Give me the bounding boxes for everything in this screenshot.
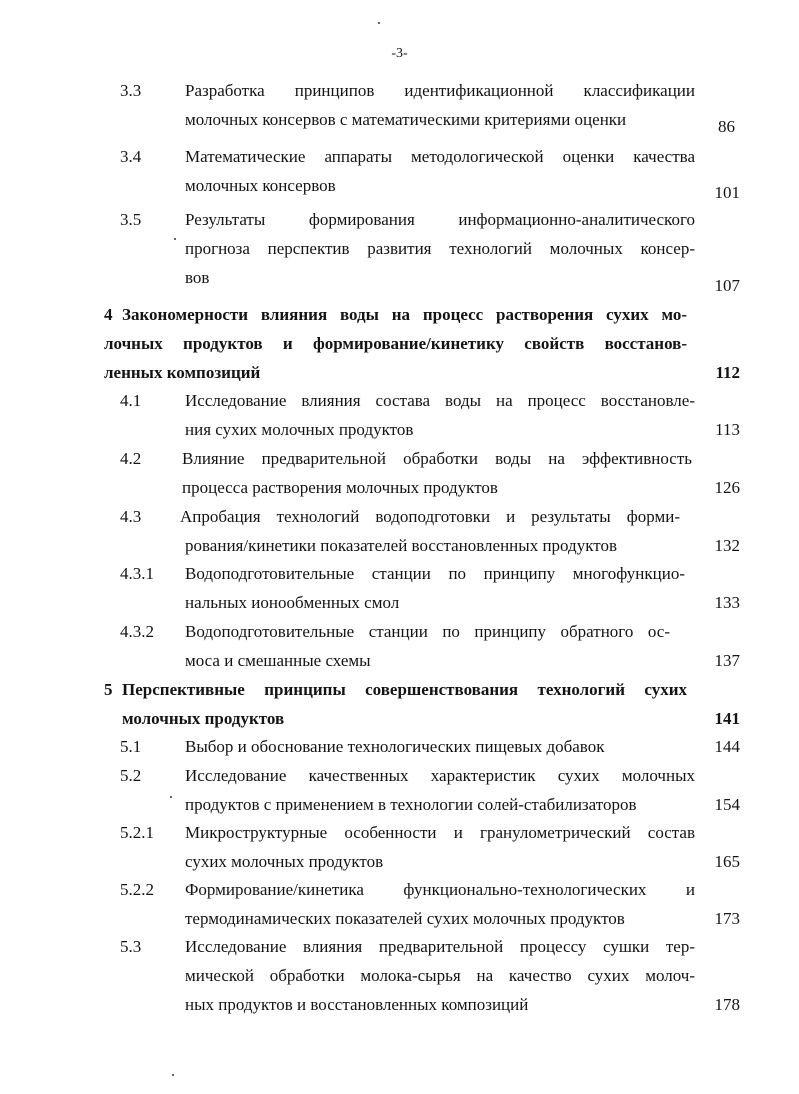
entry-title-line: молочных консервов с математическими критериями оценки (185, 110, 627, 129)
entry-title-line: термодинамических показателей сухих молочных продуктов (185, 909, 625, 928)
entry-title-line: Водоподготовительные станции по принципу обратного ос- (185, 622, 670, 641)
page-ref: 112 (715, 363, 740, 382)
entry-title-line: Закономерности влияния воды на процесс растворения сухих мо- (122, 305, 687, 324)
entry-title-line: сухих молочных продуктов (185, 852, 384, 871)
section-number: 4.3.1 (120, 564, 154, 583)
entry-title-line: Результаты формирования информационно-аналитического (185, 210, 695, 229)
page-ref: 141 (714, 709, 740, 728)
entry-title-line: рования/кинетики показателей восстановленных продуктов (185, 536, 617, 555)
entry-title-line: Водоподготовительные станции по принципу многофункцио- (185, 564, 685, 583)
entry-title-line: Математические аппараты методологической оценки качества (185, 147, 695, 166)
scan-speck (172, 1074, 174, 1076)
page-ref: 126 (714, 478, 740, 497)
page-ref: 132 (714, 536, 740, 555)
section-number: 4.3 (120, 507, 142, 526)
entry-title-line: прогноза перспектив развития технологий молочных консер- (185, 239, 695, 258)
page-ref: 107 (714, 276, 740, 295)
scan-speck (174, 238, 176, 240)
page-ref: 154 (714, 795, 740, 814)
scan-speck (170, 796, 172, 798)
entry-title-line: нальных ионообменных смол (185, 593, 400, 612)
entry-title-line: вов (185, 268, 210, 287)
entry-title-line: моса и смешанные схемы (185, 651, 371, 670)
chapter-number: 5 (104, 680, 113, 699)
entry-title-line: ленных композиций (104, 363, 261, 382)
entry-title-line: ния сухих молочных продуктов (185, 420, 414, 439)
page-ref: 165 (714, 852, 740, 871)
section-number: 5.2 (120, 766, 142, 785)
entry-title-line: Разработка принципов идентификационной классификации (185, 81, 695, 100)
page-ref: 133 (714, 593, 740, 612)
entry-title-line: процесса растворения молочных продуктов (182, 478, 498, 497)
section-number: 5.2.2 (120, 880, 154, 899)
page-ref: 113 (715, 420, 740, 439)
entry-title-line: Исследование влияния предварительной процессу сушки тер- (185, 937, 695, 956)
page-number: -3- (391, 46, 408, 61)
entry-title-line: Влияние предварительной обработки воды на эффективность (182, 449, 692, 468)
section-number: 5.1 (120, 737, 142, 756)
page-ref: 173 (714, 909, 740, 928)
entry-title-line: продуктов с применением в технологии солей-стабилизаторов (185, 795, 637, 814)
chapter-number: 4 (104, 305, 113, 324)
entry-title-line: молочных консервов (185, 176, 336, 195)
entry-title-line: Перспективные принципы совершенствования технологий сухих (122, 680, 687, 699)
section-number: 3.5 (120, 210, 142, 229)
scan-speck (378, 22, 380, 24)
entry-title-line: Исследование влияния состава воды на процесс восстановле- (185, 391, 695, 410)
page-ref: 86 (718, 117, 735, 136)
entry-title-line: ных продуктов и восстановленных композиций (185, 995, 529, 1014)
entry-title-line: Формирование/кинетика функционально-технологических и (185, 880, 695, 899)
section-number: 3.4 (120, 147, 142, 166)
section-number: 4.3.2 (120, 622, 154, 641)
entry-title-line: Апробация технологий водоподготовки и результаты форми- (180, 507, 680, 526)
entry-title-line: лочных продуктов и формирование/кинетику свойств восстанов- (104, 334, 687, 353)
section-number: 5.3 (120, 937, 142, 956)
entry-title-line: Исследование качественных характеристик сухих молочных (185, 766, 695, 785)
page-ref: 144 (714, 737, 740, 756)
entry-title-line: мической обработки молока-сырья на качество сухих молоч- (185, 966, 695, 985)
page-ref: 137 (714, 651, 740, 670)
page-ref: 101 (714, 183, 740, 202)
entry-title-line: Микроструктурные особенности и гранулометрический состав (185, 823, 695, 842)
section-number: 5.2.1 (120, 823, 154, 842)
page-ref: 178 (714, 995, 740, 1014)
entry-title-line: молочных продуктов (122, 709, 285, 728)
section-number: 3.3 (120, 81, 142, 100)
section-number: 4.2 (120, 449, 142, 468)
section-number: 4.1 (120, 391, 142, 410)
entry-title-line: Выбор и обоснование технологических пищевых добавок (185, 737, 605, 756)
